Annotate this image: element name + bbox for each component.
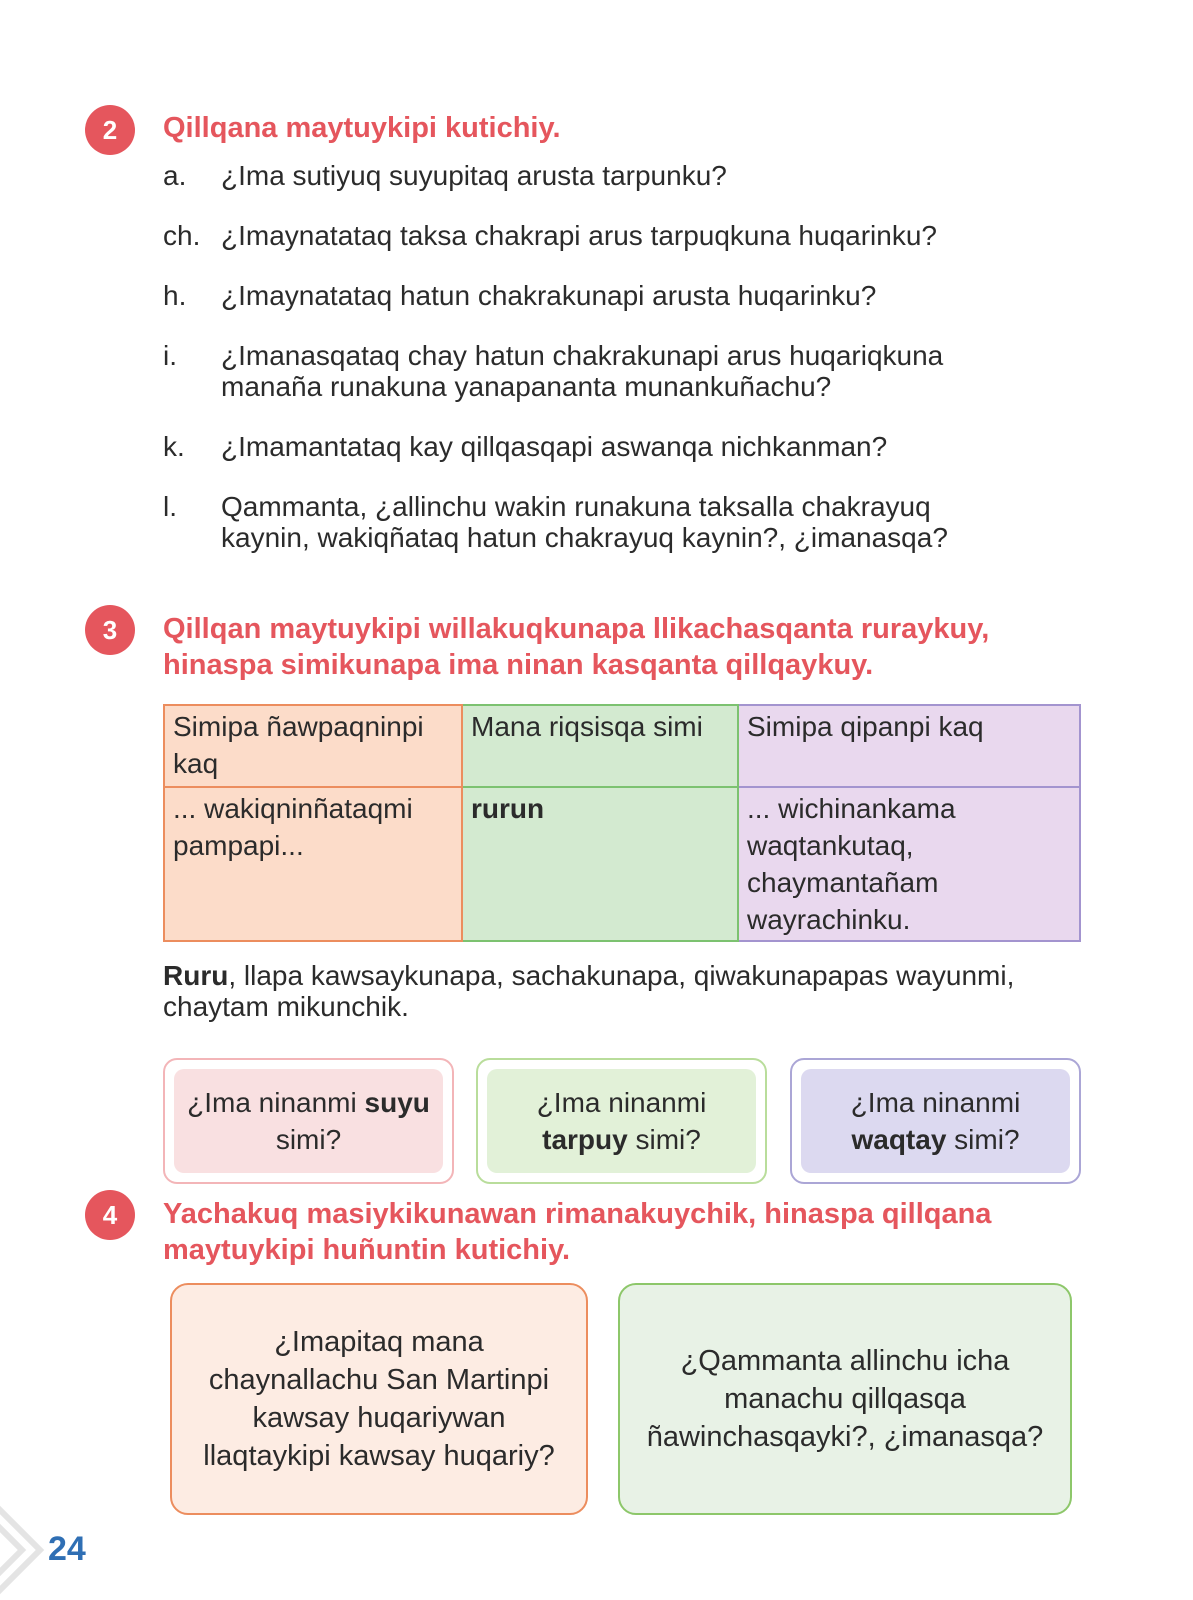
discussion-question-text: ¿Imapitaq mana chaynallachu San Martinpi kawsay huqariywan llaqtaykipi kawsay huqariy? [203, 1326, 555, 1472]
question-box-text [522, 1084, 722, 1158]
question-box-inner [487, 1069, 756, 1173]
question-letter: k. [163, 431, 185, 462]
question-item [163, 431, 1123, 462]
discussion-question-box [618, 1283, 1072, 1515]
page-number: 24 [48, 1530, 86, 1568]
question-item [163, 220, 1123, 251]
question-text: ¿Ima sutiyuq suyupitaq arusta tarpunku? [221, 160, 727, 191]
exercise-heading: Qillqan maytuykipi willakuqkunapa llikachasqanta ruraykuy, hinaspa simikunapa ima ninan kasqanta qillqaykuy. [163, 613, 990, 681]
question-box-text [174, 1084, 443, 1158]
question-text: ¿Imaynatataq taksa chakrapi arus tarpuqkuna huqarinku? [221, 220, 937, 251]
question-box-post: simi? [946, 1124, 1020, 1155]
vocabulary-table [163, 704, 1081, 942]
exercise-number-badge [85, 605, 135, 655]
exercise-number-badge [85, 105, 135, 155]
question-box-pre: ¿Ima ninanmi [850, 1087, 1021, 1118]
question-item [163, 491, 1123, 553]
question-box-keyword: suyu [364, 1087, 430, 1118]
question-box-tarpuy [476, 1058, 767, 1184]
question-item [163, 160, 1123, 191]
question-box-pre: ¿Ima ninanmi [187, 1087, 365, 1118]
exercise-heading: Yachakuq masiykikunawan rimanakuychik, hinaspa qillqana maytuykipi huñuntin kutichiy. [163, 1198, 992, 1266]
question-item [163, 280, 1123, 311]
definition-term: Ruru [163, 960, 229, 991]
definition-text [163, 960, 1103, 1022]
question-letter: a. [163, 160, 187, 191]
question-text: ¿Imaynatataq hatun chakrakunapi arusta huqarinku? [221, 280, 877, 311]
question-letter: l. [163, 491, 177, 522]
definition-body: , llapa kawsaykunapa, sachakunapa, qiwakunapapas wayunmi, chaytam mikunchik. [163, 960, 1015, 1022]
question-text: ¿Imamantataq kay qillqasqapi aswanqa nichkanman? [221, 431, 888, 462]
question-letter: ch. [163, 220, 201, 251]
question-text: ¿Imanasqataq chay hatun chakrakunapi arus huqariqkuna manaña runakuna yanapananta munankuñachu? [221, 340, 944, 402]
question-box-suyu [163, 1058, 454, 1184]
question-text: Qammanta, ¿allinchu wakin runakuna taksalla chakrayuq kaynin, wakiqñataq hatun chakrayuq kaynin?, ¿imanasqa? [221, 491, 948, 553]
table-cell: ... wichinankama waqtankutaq, chaymantañam wayrachinku. [738, 787, 1080, 941]
question-letter: h. [163, 280, 187, 311]
discussion-question-text: ¿Qammanta allinchu icha manachu qillqasqa ñawinchasqayki?, ¿imanasqa? [646, 1345, 1044, 1453]
table-cell: rurun [462, 787, 738, 941]
exercise-heading: Qillqana maytuykipi kutichiy. [163, 112, 561, 144]
question-box-text [836, 1084, 1036, 1158]
table-row [164, 787, 1080, 941]
question-item [163, 340, 1123, 402]
table-header-cell: Mana riqsisqa simi [462, 705, 738, 787]
question-letter: i. [163, 340, 177, 371]
question-box-inner [174, 1069, 443, 1173]
exercise-number: 3 [102, 614, 118, 645]
exercise-number-badge [85, 1190, 135, 1240]
question-box-keyword: waqtay [851, 1124, 947, 1155]
discussion-question-box [170, 1283, 588, 1515]
exercise-number: 2 [102, 114, 118, 145]
table-cell: ... wakiqninñataqmi pampapi... [164, 787, 462, 941]
exercise-number: 4 [102, 1199, 118, 1230]
table-header-cell: Simipa ñawpaqninpi kaq [164, 705, 462, 787]
table-header-cell: Simipa qipanpi kaq [738, 705, 1080, 787]
question-list [163, 160, 1123, 582]
question-box-post: simi? [275, 1124, 342, 1155]
question-box-pre: ¿Ima ninanmi [536, 1087, 707, 1118]
question-box-keyword: tarpuy [542, 1124, 628, 1155]
question-box-post: simi? [627, 1124, 701, 1155]
question-box-inner [801, 1069, 1070, 1173]
question-box-waqtay [790, 1058, 1081, 1184]
table-header-row [164, 705, 1080, 787]
